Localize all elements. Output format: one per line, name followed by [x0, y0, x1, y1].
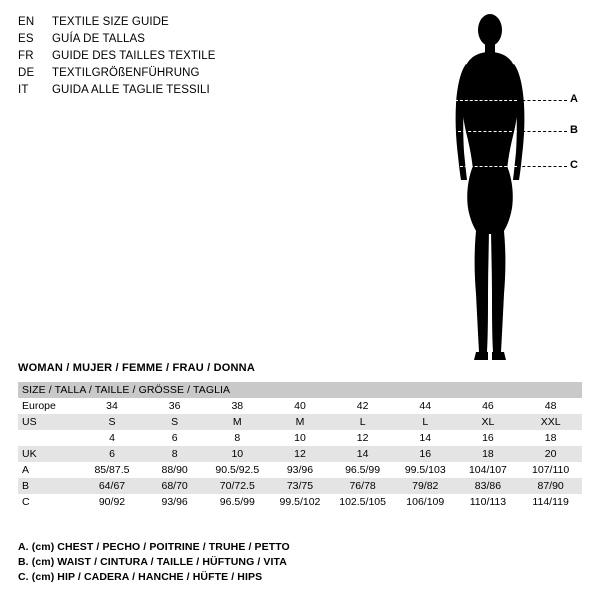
table-row [18, 430, 582, 446]
cell: 12 [331, 430, 394, 446]
legend-row-c: C. (cm) HIP / CADERA / HANCHE / HÜFTE / HIPS [18, 571, 263, 583]
cell: 96.5/99 [206, 494, 269, 510]
cell: 85/87.5 [81, 462, 144, 478]
cell: XXL [519, 414, 582, 430]
size-table [18, 382, 582, 510]
waist-measure-line-inner [458, 131, 517, 132]
row-label [18, 430, 81, 446]
cell: 64/67 [81, 478, 144, 494]
cell: 4 [81, 430, 144, 446]
chest-measure-line [517, 100, 567, 101]
table-header-row [18, 382, 582, 398]
cell: 16 [457, 430, 520, 446]
cell: 8 [143, 446, 206, 462]
language-title: GUÍA DE TALLAS [52, 33, 146, 45]
table-row [18, 446, 582, 462]
waist-measure-line [517, 131, 567, 132]
cell: 8 [206, 430, 269, 446]
cell: 93/96 [143, 494, 206, 510]
cell: 76/78 [331, 478, 394, 494]
legend-row-b: B. (cm) WAIST / CINTURA / TAILLE / HÜFTUNG / VITA [18, 556, 287, 568]
cell: M [269, 414, 332, 430]
cell: 18 [457, 446, 520, 462]
row-label: Europe [18, 398, 81, 414]
cell: 48 [519, 398, 582, 414]
cell: 73/75 [269, 478, 332, 494]
language-row [18, 14, 318, 31]
cell: 36 [143, 398, 206, 414]
cell: 38 [206, 398, 269, 414]
cell: 42 [331, 398, 394, 414]
table-row [18, 414, 582, 430]
cell: 10 [206, 446, 269, 462]
cell: 83/86 [457, 478, 520, 494]
cell: L [394, 414, 457, 430]
measure-label-c: C [570, 159, 578, 171]
hip-measure-line [517, 166, 567, 167]
cell: 90.5/92.5 [206, 462, 269, 478]
table-header-label: SIZE / TALLA / TAILLE / GRÖSSE / TAGLIA [18, 382, 582, 398]
cell: 104/107 [457, 462, 520, 478]
cell: 44 [394, 398, 457, 414]
table-row [18, 398, 582, 414]
cell: 68/70 [143, 478, 206, 494]
cell: 106/109 [394, 494, 457, 510]
cell: S [81, 414, 144, 430]
language-title: TEXTILGRÖßENFÜHRUNG [52, 67, 200, 79]
cell: 96.5/99 [331, 462, 394, 478]
cell: S [143, 414, 206, 430]
cell: 18 [519, 430, 582, 446]
cell: 10 [269, 430, 332, 446]
cell: 93/96 [269, 462, 332, 478]
row-label: C [18, 494, 81, 510]
cell: 40 [269, 398, 332, 414]
language-title: GUIDE DES TAILLES TEXTILE [52, 50, 216, 62]
language-row [18, 82, 318, 99]
size-table-wrap [18, 382, 582, 510]
hip-measure-line-inner [455, 166, 517, 167]
cell: 6 [81, 446, 144, 462]
cell: 46 [457, 398, 520, 414]
section-heading: WOMAN / MUJER / FEMME / FRAU / DONNA [18, 362, 255, 374]
language-code: FR [18, 50, 34, 62]
row-label: A [18, 462, 81, 478]
cell: XL [457, 414, 520, 430]
table-row [18, 478, 582, 494]
cell: 110/113 [457, 494, 520, 510]
language-row [18, 48, 318, 65]
chest-measure-line-inner [455, 100, 517, 101]
cell: 12 [269, 446, 332, 462]
cell: 14 [331, 446, 394, 462]
language-row [18, 65, 318, 82]
cell: 87/90 [519, 478, 582, 494]
language-code: DE [18, 67, 35, 79]
cell: 90/92 [81, 494, 144, 510]
measurement-legend [18, 540, 582, 585]
legend-row-a: A. (cm) CHEST / PECHO / POITRINE / TRUHE / PETTO [18, 541, 290, 553]
measure-label-a: A [570, 93, 578, 105]
cell: 107/110 [519, 462, 582, 478]
language-code: EN [18, 16, 35, 28]
cell: 99.5/103 [394, 462, 457, 478]
row-label: B [18, 478, 81, 494]
cell: 34 [81, 398, 144, 414]
language-row [18, 31, 318, 48]
language-code: IT [18, 84, 29, 96]
cell: M [206, 414, 269, 430]
row-label: US [18, 414, 81, 430]
woman-silhouette-icon [430, 8, 550, 368]
language-title: GUIDA ALLE TAGLIE TESSILI [52, 84, 210, 96]
language-code: ES [18, 33, 34, 45]
measure-label-b: B [570, 124, 578, 136]
cell: 16 [394, 446, 457, 462]
cell: 79/82 [394, 478, 457, 494]
language-title: TEXTILE SIZE GUIDE [52, 16, 169, 28]
row-label: UK [18, 446, 81, 462]
table-row [18, 462, 582, 478]
cell: L [331, 414, 394, 430]
language-title-list [18, 14, 318, 99]
measurement-figure [400, 8, 590, 368]
cell: 6 [143, 430, 206, 446]
cell: 70/72.5 [206, 478, 269, 494]
cell: 102.5/105 [331, 494, 394, 510]
table-row [18, 494, 582, 510]
cell: 88/90 [143, 462, 206, 478]
cell: 114/119 [519, 494, 582, 510]
cell: 14 [394, 430, 457, 446]
cell: 99.5/102 [269, 494, 332, 510]
cell: 20 [519, 446, 582, 462]
